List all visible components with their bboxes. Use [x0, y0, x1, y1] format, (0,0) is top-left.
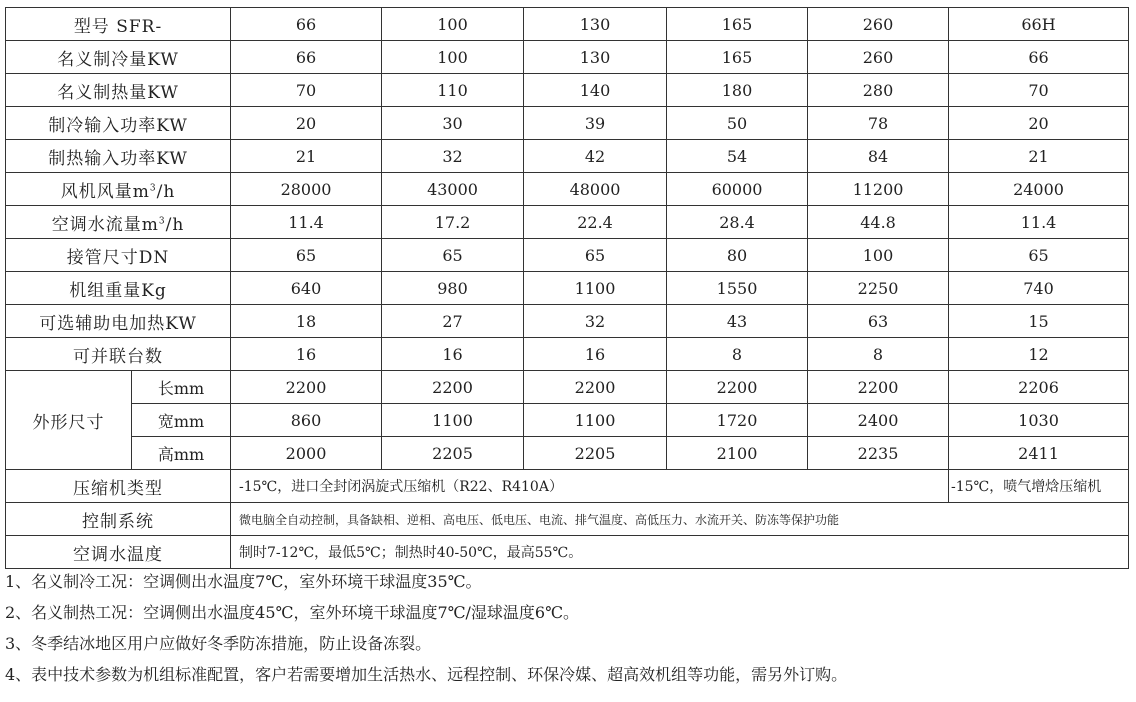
spec-table	[5, 7, 1129, 569]
model-cell: 66H	[949, 8, 1129, 41]
note-item: 4、表中技术参数为机组标准配置，客户若需要增加生活热水、远程控制、环保冷媒、超高效机组等功能，需另外订购。	[5, 665, 848, 684]
value-cell: 70	[231, 74, 382, 107]
value-cell: 43000	[382, 173, 524, 206]
row-label: 可选辅助电加热KW	[6, 305, 231, 338]
value-cell: 16	[524, 338, 667, 371]
water-temp-row	[6, 536, 1129, 569]
value-cell: 100	[382, 41, 524, 74]
value-cell: 20	[949, 107, 1129, 140]
dimension-sub-label: 高mm	[132, 437, 231, 470]
unit-superscript: 3	[158, 215, 166, 226]
spec-row	[6, 206, 1129, 239]
dimension-row	[6, 437, 1129, 470]
spec-row	[6, 272, 1129, 305]
value-cell: 2400	[808, 404, 949, 437]
dimension-row	[6, 404, 1129, 437]
table-header-row	[6, 8, 1129, 41]
value-cell: 280	[808, 74, 949, 107]
value-cell: 1550	[667, 272, 808, 305]
value-cell: 2200	[382, 371, 524, 404]
value-cell: 54	[667, 140, 808, 173]
value-cell: 21	[231, 140, 382, 173]
value-cell: 70	[949, 74, 1129, 107]
value-cell: 8	[808, 338, 949, 371]
model-cell: 100	[382, 8, 524, 41]
dimension-sub-label: 宽mm	[132, 404, 231, 437]
spec-row	[6, 338, 1129, 371]
row-label-text: 风机风量m	[60, 181, 150, 202]
row-label: 名义制热量KW	[6, 74, 231, 107]
water-temp-label: 空调水温度	[6, 536, 231, 569]
row-label: 制冷输入功率KW	[6, 107, 231, 140]
value-cell: 65	[524, 239, 667, 272]
value-cell: 32	[382, 140, 524, 173]
value-cell: 2100	[667, 437, 808, 470]
compressor-row	[6, 470, 1129, 503]
value-cell: 20	[231, 107, 382, 140]
value-cell: 2205	[382, 437, 524, 470]
value-cell: 84	[808, 140, 949, 173]
value-cell: 15	[949, 305, 1129, 338]
note-item: 3、冬季结冰地区用户应做好冬季防冻措施，防止设备冻裂。	[5, 634, 432, 653]
value-cell: 1100	[382, 404, 524, 437]
value-cell: 180	[667, 74, 808, 107]
row-label: 名义制冷量KW	[6, 41, 231, 74]
row-label: 接管尺寸DN	[6, 239, 231, 272]
note-item: 2、名义制热工况：空调侧出水温度45℃，室外环境干球温度7℃/湿球温度6℃。	[5, 603, 579, 622]
value-cell: 66	[231, 41, 382, 74]
value-cell: 27	[382, 305, 524, 338]
dimension-sub-label: 长mm	[132, 371, 231, 404]
dimensions-label: 外形尺寸	[6, 371, 132, 470]
row-label: 制热输入功率KW	[6, 140, 231, 173]
value-cell: 11.4	[231, 206, 382, 239]
control-row	[6, 503, 1129, 536]
value-cell: 18	[231, 305, 382, 338]
unit-superscript: 3	[149, 182, 157, 193]
value-cell: 21	[949, 140, 1129, 173]
value-cell: 39	[524, 107, 667, 140]
spec-row	[6, 41, 1129, 74]
value-cell: 11200	[808, 173, 949, 206]
value-cell: 2250	[808, 272, 949, 305]
value-cell: 30	[382, 107, 524, 140]
value-cell: 65	[382, 239, 524, 272]
spec-row	[6, 173, 1129, 206]
value-cell: 165	[667, 41, 808, 74]
note-item: 1、名义制冷工况：空调侧出水温度7℃，室外环境干球温度35℃。	[5, 572, 482, 591]
value-cell: 2206	[949, 371, 1129, 404]
spec-row	[6, 107, 1129, 140]
row-label-text: 空调水流量m	[51, 214, 159, 235]
control-label: 控制系统	[6, 503, 231, 536]
water-temp-value: 制时7-12℃，最低5℃；制热时40-50℃，最高55℃。	[231, 536, 1129, 569]
dimension-row	[6, 371, 1129, 404]
value-cell: 2200	[808, 371, 949, 404]
value-cell: 12	[949, 338, 1129, 371]
value-cell: 100	[808, 239, 949, 272]
value-cell: 28.4	[667, 206, 808, 239]
spec-row	[6, 305, 1129, 338]
value-cell: 980	[382, 272, 524, 305]
compressor-label: 压缩机类型	[6, 470, 231, 503]
value-cell: 11.4	[949, 206, 1129, 239]
compressor-value-66h: -15℃，喷气增焓压缩机	[949, 470, 1129, 503]
value-cell: 2200	[231, 371, 382, 404]
value-cell: 17.2	[382, 206, 524, 239]
value-cell: 16	[231, 338, 382, 371]
value-cell: 48000	[524, 173, 667, 206]
value-cell: 860	[231, 404, 382, 437]
value-cell: 2200	[667, 371, 808, 404]
value-cell: 44.8	[808, 206, 949, 239]
value-cell: 66	[949, 41, 1129, 74]
row-label: 机组重量Kg	[6, 272, 231, 305]
value-cell: 24000	[949, 173, 1129, 206]
spec-row	[6, 239, 1129, 272]
spec-row	[6, 140, 1129, 173]
value-cell: 80	[667, 239, 808, 272]
model-cell: 130	[524, 8, 667, 41]
value-cell: 60000	[667, 173, 808, 206]
row-label: 可并联台数	[6, 338, 231, 371]
value-cell: 43	[667, 305, 808, 338]
value-cell: 2411	[949, 437, 1129, 470]
value-cell: 28000	[231, 173, 382, 206]
model-cell: 165	[667, 8, 808, 41]
value-cell: 16	[382, 338, 524, 371]
value-cell: 260	[808, 41, 949, 74]
value-cell: 78	[808, 107, 949, 140]
value-cell: 32	[524, 305, 667, 338]
compressor-value: -15℃，进口全封闭涡旋式压缩机（R22、R410A）	[231, 470, 949, 503]
model-cell: 66	[231, 8, 382, 41]
value-cell: 1100	[524, 272, 667, 305]
value-cell: 2205	[524, 437, 667, 470]
value-cell: 640	[231, 272, 382, 305]
value-cell: 2000	[231, 437, 382, 470]
value-cell: 50	[667, 107, 808, 140]
value-cell: 1030	[949, 404, 1129, 437]
model-cell: 260	[808, 8, 949, 41]
row-label-unit: /h	[165, 214, 185, 235]
value-cell: 130	[524, 41, 667, 74]
value-cell: 2235	[808, 437, 949, 470]
value-cell: 140	[524, 74, 667, 107]
row-label-unit: /h	[156, 181, 176, 202]
row-label	[6, 173, 231, 206]
value-cell: 65	[949, 239, 1129, 272]
value-cell: 2200	[524, 371, 667, 404]
row-label	[6, 206, 231, 239]
notes-section	[5, 566, 1125, 690]
value-cell: 740	[949, 272, 1129, 305]
value-cell: 42	[524, 140, 667, 173]
value-cell: 110	[382, 74, 524, 107]
model-label: 型号 SFR-	[6, 8, 231, 41]
value-cell: 1100	[524, 404, 667, 437]
value-cell: 63	[808, 305, 949, 338]
value-cell: 8	[667, 338, 808, 371]
control-value: 微电脑全自动控制，具备缺相、逆相、高电压、低电压、电流、排气温度、高低压力、水流开关、防冻等保护功能	[231, 503, 1129, 536]
value-cell: 65	[231, 239, 382, 272]
value-cell: 22.4	[524, 206, 667, 239]
spec-row	[6, 74, 1129, 107]
value-cell: 1720	[667, 404, 808, 437]
